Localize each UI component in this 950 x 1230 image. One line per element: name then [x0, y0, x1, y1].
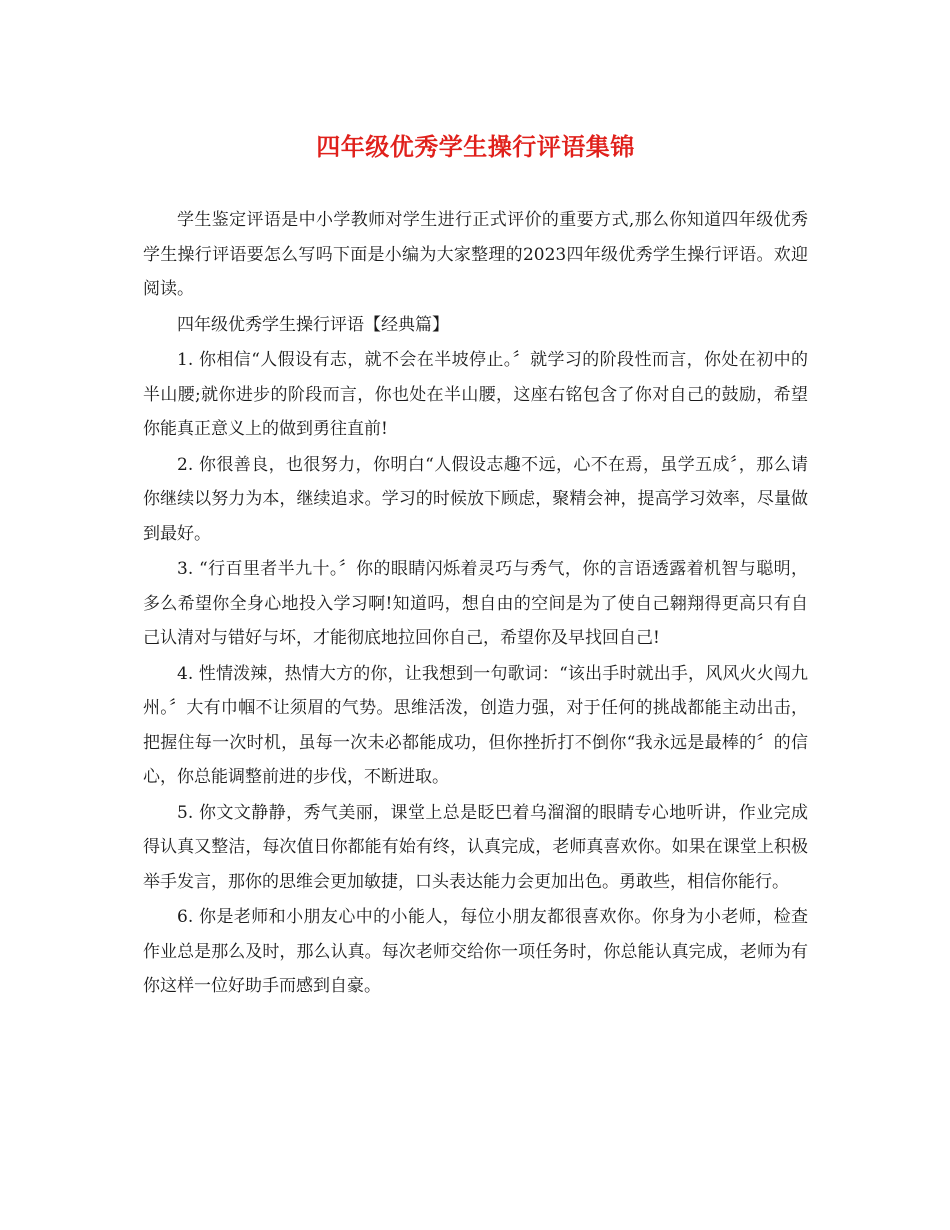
comment-item-5: 5. 你文文静静，秀气美丽，课堂上总是眨巴着乌溜溜的眼睛专心地听讲，作业完成得认真又整洁，每次值日你都能有始有终，认真完成，老师真喜欢你。如果在课堂上积极举手发言，那你的思维会更加敏捷，口头表达能力会更加出色。勇敢些，相信你能行。	[143, 802, 808, 892]
page-title: 四年级优秀学生操行评语集锦	[316, 132, 635, 161]
comment-item-6: 6. 你是老师和小朋友心中的小能人，每位小朋友都很喜欢你。你身为小老师，检查作业总是那么及时，那么认真。每次老师交给你一项任务时，你总能认真完成，老师为有你这样一位好助手而感到自豪。	[143, 907, 808, 996]
section-heading: 四年级优秀学生操行评语【经典篇】	[177, 314, 449, 335]
document-page	[143, 128, 808, 1004]
comment-item-1: 1. 你相信“人假设有志，就不会在半坡停止。〞就学习的阶段性而言，你处在初中的半山腰;就你进步的阶段而言，你也处在半山腰，这座右铭包含了你对自己的鼓励，希望你能真正意义上的做到勇往直前!	[143, 350, 808, 439]
comment-item-3: 3. “行百里者半九十。〞你的眼睛闪烁着灵巧与秀气，你的言语透露着机智与聪明，多么希望你全身心地投入学习啊!知道吗，想自由的空间是为了使自己翱翔得更高只有自己认清对与错好与坏，才能彻底地拉回你自己，希望你及早找回自己!	[143, 559, 808, 648]
comment-item-2: 2. 你很善良，也很努力，你明白“人假设志趣不远，心不在焉，虽学五成〞，那么请你继续以努力为本，继续追求。学习的时候放下顾虑，聚精会神，提高学习效率，尽量做到最好。	[143, 454, 808, 544]
comment-item-4: 4. 性情泼辣，热情大方的你，让我想到一句歌词：“该出手时就出手，风风火火闯九州。〞大有巾帼不让须眉的气势。思维活泼，创造力强，对于任何的挑战都能主动出击，把握住每一次时机，虽每一次未必都能成功，但你挫折打不倒你“我永远是最棒的〞的信心，你总能调整前进的步伐，不断进取。	[143, 663, 808, 787]
intro-paragraph: 学生鉴定评语是中小学教师对学生进行正式评价的重要方式,那么你知道四年级优秀学生操行评语要怎么写吗下面是小编为大家整理的2023四年级优秀学生操行评语。欢迎阅读。	[143, 210, 808, 299]
